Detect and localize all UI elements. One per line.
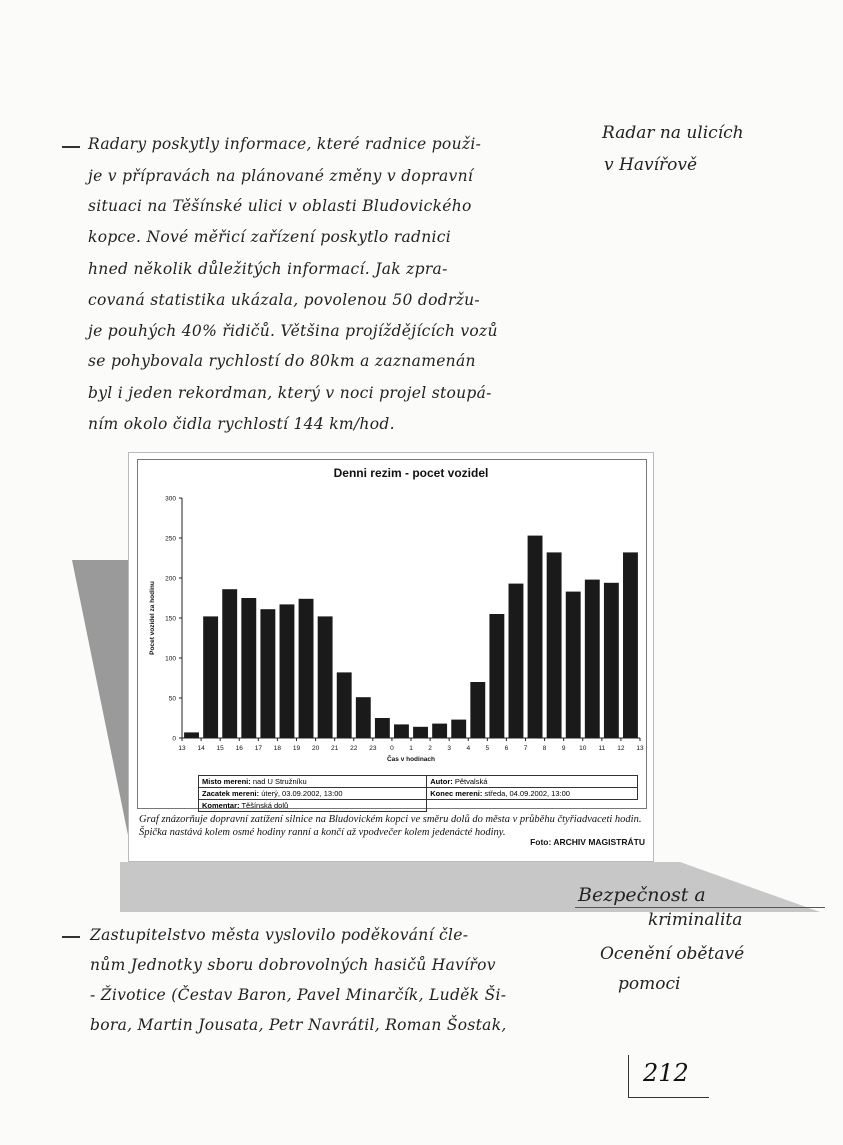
para1-line: ním okolo čidla rychlostí 144 km/hod. [88,415,395,433]
bar [413,727,428,738]
info-label: Konec mereni: [430,789,483,798]
info-value: Těšínská dolů [241,801,289,810]
bar [241,598,256,738]
x-tick-label: 13 [636,745,644,752]
x-tick-label: 22 [350,745,358,752]
x-tick-label: 0 [390,745,394,752]
page-number-box [628,1055,709,1098]
x-tick-label: 5 [485,745,490,752]
bar [509,584,524,738]
x-tick-label: 15 [216,745,224,752]
para1-line: je v přípravách na plánované změny v dopravní [88,167,474,185]
bar [585,580,600,738]
clipping-caption: Graf znázorňuje dopravní zatížení silnice na Bludovickém kopci ve směru dolů do města v průběhu čtyřiadvaceti hodin. Špička nastává kolem osmé hodiny ranní a končí až vpodvečer kolem jedenácté hodiny. [139,814,642,838]
para1-line: situaci na Těšínské ulici v oblasti Bludovického [88,197,472,215]
paragraph-dash [62,936,80,938]
x-axis-label: Čas v hodinach [386,756,436,763]
para2-line: Zastupitelstvo města vyslovilo poděkování čle- [90,926,469,944]
y-tick-label: 300 [165,495,176,503]
bar [489,614,504,738]
para2-line: - Životice (Čestav Baron, Pavel Minarčík, Luděk Ši- [90,986,507,1004]
info-label: Misto mereni: [202,777,251,786]
y-tick-label: 200 [165,575,176,583]
section-heading: kriminalita [648,910,743,930]
bar [184,732,199,738]
x-tick-label: 9 [561,745,566,752]
x-tick-label: 16 [235,745,243,752]
y-tick-label: 250 [165,535,176,543]
bar [623,552,638,738]
bar [318,616,333,738]
x-tick-label: 10 [579,745,587,752]
sidenote-heading: pomoci [618,974,681,994]
x-tick-label: 14 [197,745,205,752]
y-tick-label: 0 [172,735,176,743]
x-tick-label: 20 [311,745,320,752]
x-tick-label: 23 [369,745,377,752]
bar [356,697,371,738]
section-heading: Bezpečnost a [578,884,706,906]
sidenote-heading: Ocenění obětavé [600,944,745,964]
info-value: Pětvalská [454,777,488,786]
sidenote-heading: Radar na ulicích [602,123,744,143]
para1-line: Radary poskytly informace, které radnice použi- [88,135,482,153]
y-tick-label: 100 [165,655,176,663]
bar [375,718,390,738]
bar [222,589,237,738]
page-number: 212 [643,1059,689,1087]
bar [203,616,218,738]
para2-line: bora, Martin Jousata, Petr Navrátil, Roman Šostak, [90,1016,507,1034]
bar [394,724,409,738]
bar [280,604,295,738]
bar [299,599,314,738]
bar [566,592,581,738]
measurement-info-table [198,775,638,812]
x-tick-label: 17 [254,745,262,752]
x-tick-label: 7 [523,745,528,752]
info-label: Zacatek mereni: [202,789,260,798]
y-tick-label: 50 [168,695,176,703]
y-tick-label: 150 [165,615,176,623]
info-label: Autor: [430,777,453,786]
x-tick-label: 13 [178,745,186,752]
x-tick-label: 6 [504,745,509,752]
para1-line: se pohybovala rychlostí do 80km a zaznamenán [88,352,476,370]
bar [528,536,543,738]
bar [604,583,619,738]
para1-line: kopce. Nové měřicí zařízení poskytlo radnici [88,228,452,246]
x-tick-label: 11 [598,745,606,752]
info-value: středa, 04.09.2002, 13:00 [484,789,570,798]
x-tick-label: 2 [428,745,432,752]
scan-shadow-bottom [120,862,820,912]
paragraph-dash [62,146,80,148]
info-value: úterý, 03.09.2002, 13:00 [261,789,343,798]
sidenote-heading: v Havířově [604,155,698,175]
chart-title: Denni rezim - pocet vozidel [333,466,489,480]
traffic-chart [138,460,646,808]
bar [470,682,485,738]
para1-line: hned několik důležitých informací. Jak zpra- [88,260,448,278]
para1-line: covaná statistika ukázala, povolenou 50 dodržu- [88,291,480,309]
x-tick-label: 4 [466,745,471,752]
x-tick-label: 8 [542,745,547,752]
y-axis-label: Pocet vozidel za hodinu [149,581,156,655]
x-tick-label: 18 [273,745,282,752]
bar [451,720,466,738]
newspaper-clipping [128,452,654,862]
section-rule [575,907,825,908]
x-tick-label: 19 [292,745,301,752]
bar [547,552,562,738]
para1-line: byl i jeden rekordman, který v noci projel stoupá- [88,384,492,402]
para2-line: nům Jednotky sboru dobrovolných hasičů Havířov [90,956,496,974]
x-tick-label: 21 [331,745,339,752]
para1-line: je pouhých 40% řidičů. Většina projíždějících vozů [88,322,498,340]
chart-frame [137,459,647,809]
x-tick-label: 12 [617,745,625,752]
bar [260,609,275,738]
bar [432,724,447,738]
info-value: nad U Stružníku [252,777,307,786]
info-label: Komentar: [202,801,240,810]
x-tick-label: 1 [409,745,413,752]
bar [337,672,352,738]
x-tick-label: 3 [447,745,451,752]
photo-credit: Foto: ARCHIV MAGISTRÁTU [530,837,645,847]
